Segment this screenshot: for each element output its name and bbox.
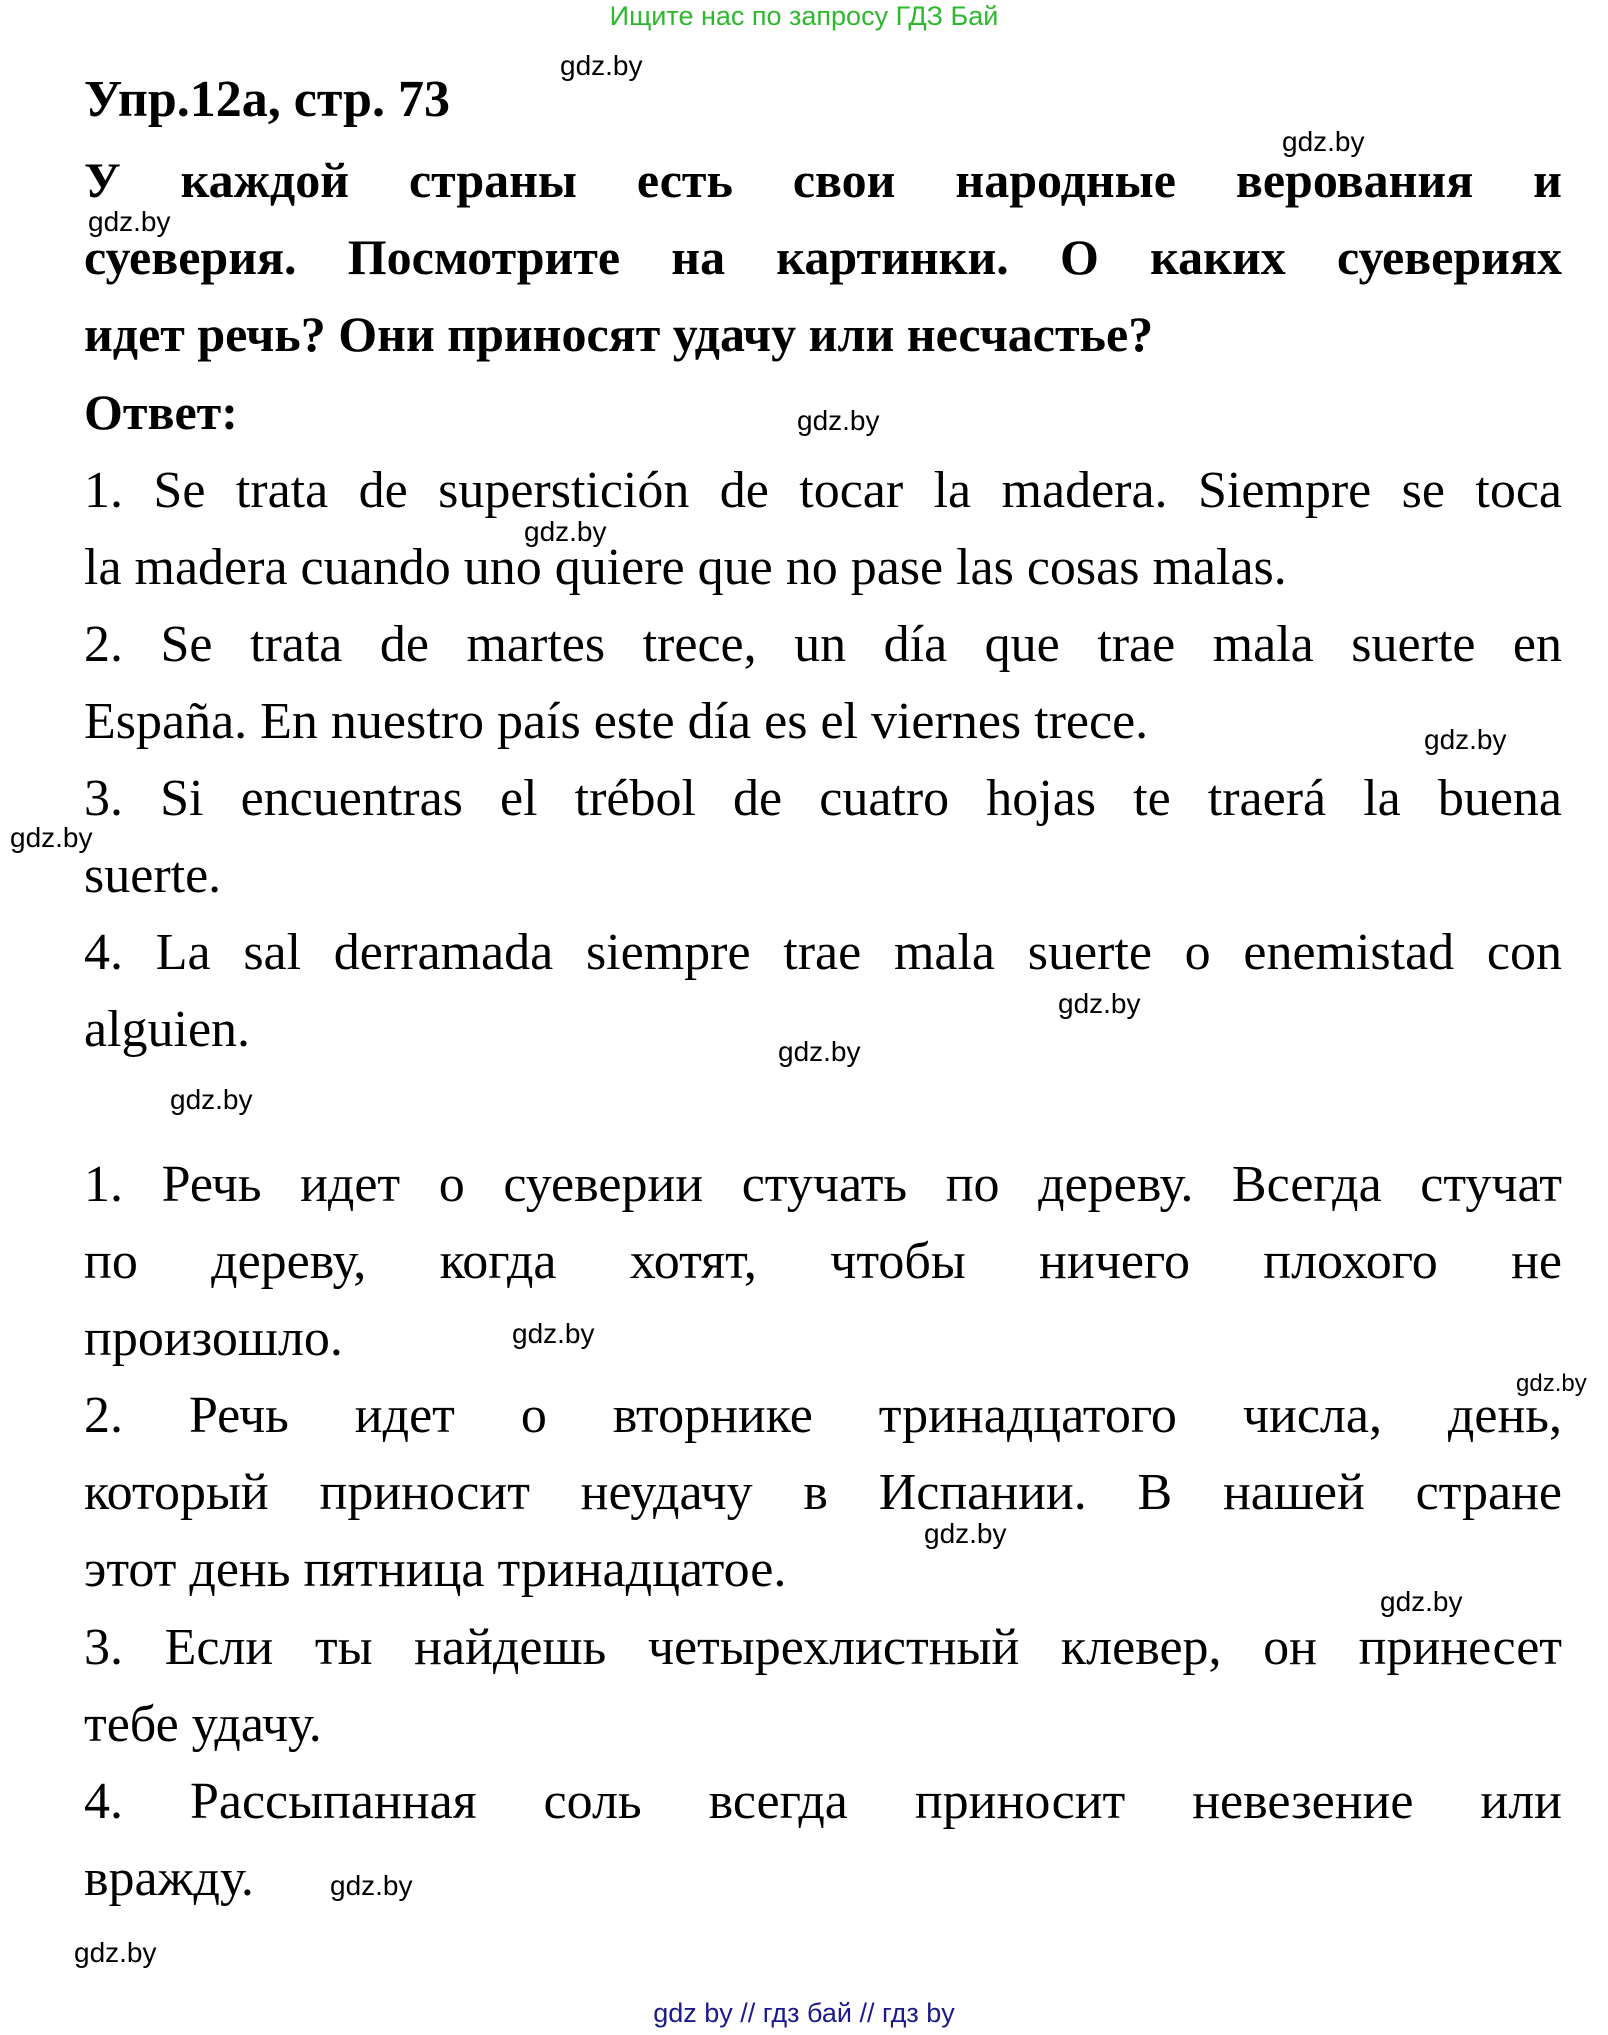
answer-line: suerte.	[84, 847, 222, 904]
answer-line: который приносит неудачу в Испании. В нашей стране	[84, 1464, 1562, 1521]
watermark: gdz.by	[88, 206, 171, 237]
answer-label: Ответ:	[84, 384, 238, 440]
watermark: gdz.by	[512, 1318, 595, 1349]
russian-answer-3	[84, 1609, 1562, 1763]
answer-line: 1. Речь идет о суеверии стучать по дереву. Всегда стучат	[84, 1156, 1562, 1213]
task-line: У каждой страны есть свои народные верования и	[84, 152, 1562, 208]
answer-line: la madera cuando uno quiere que no pase las cosas malas.	[84, 539, 1287, 596]
watermark: gdz.by	[10, 822, 93, 853]
footer-links[interactable]: gdz by // гдз бай // гдз by	[653, 1998, 955, 2028]
answer-line: вражду.	[84, 1850, 254, 1907]
russian-answer-1	[84, 1146, 1562, 1377]
watermark: gdz.by	[1516, 1370, 1587, 1397]
russian-answer-4	[84, 1763, 1562, 1917]
answer-line: этот день пятница тринадцатое.	[84, 1541, 787, 1598]
spanish-answer-2	[84, 606, 1562, 760]
answer-line: 1. Se trata de superstición de tocar la madera. Siempre se toca	[84, 462, 1562, 519]
task-line: суеверия. Посмотрите на картинки. О каких суевериях	[84, 229, 1562, 285]
watermark: gdz.by	[924, 1518, 1007, 1549]
answer-line: 2. Se trata de martes trece, un día que trae mala suerte en	[84, 616, 1562, 673]
answer-line: 2. Речь идет о вторнике тринадцатого числа, день,	[84, 1387, 1562, 1444]
task-text	[84, 142, 1562, 373]
watermark: gdz.by	[1282, 126, 1365, 157]
answer-line: alguien.	[84, 1001, 251, 1058]
watermark: gdz.by	[797, 405, 880, 436]
answer-line: 4. La sal derramada siempre trae mala suerte o enemistad con	[84, 924, 1562, 981]
watermark: gdz.by	[1058, 988, 1141, 1019]
watermark: gdz.by	[330, 1870, 413, 1901]
watermark: gdz.by	[1380, 1586, 1463, 1617]
exercise-title: Упр.12а, стр. 73	[84, 71, 450, 128]
spanish-answer-1	[84, 452, 1562, 606]
answer-line: произошло.	[84, 1310, 343, 1367]
answer-line: по дереву, когда хотят, чтобы ничего плохого не	[84, 1233, 1562, 1290]
answer-line: 3. Если ты найдешь четырехлистный клевер, он принесет	[84, 1619, 1562, 1676]
task-line: идет речь? Они приносят удачу или несчастье?	[84, 306, 1154, 362]
watermark: gdz.by	[74, 1937, 157, 1968]
spanish-answer-3	[84, 760, 1562, 914]
top-banner[interactable]: Ищите нас по запросу ГДЗ Бай	[609, 1, 999, 31]
watermark: gdz.by	[1424, 724, 1507, 755]
answer-line: тебе удачу.	[84, 1696, 322, 1753]
answer-line: 3. Si encuentras el trébol de cuatro hojas te traerá la buena	[84, 770, 1562, 827]
russian-answer-2	[84, 1377, 1562, 1608]
watermark: gdz.by	[524, 516, 607, 547]
answer-line: España. En nuestro país este día es el viernes trece.	[84, 693, 1149, 750]
watermark: gdz.by	[560, 50, 643, 81]
answer-line: 4. Рассыпанная соль всегда приносит невезение или	[84, 1773, 1562, 1830]
watermark: gdz.by	[778, 1036, 861, 1067]
watermark: gdz.by	[170, 1084, 253, 1115]
